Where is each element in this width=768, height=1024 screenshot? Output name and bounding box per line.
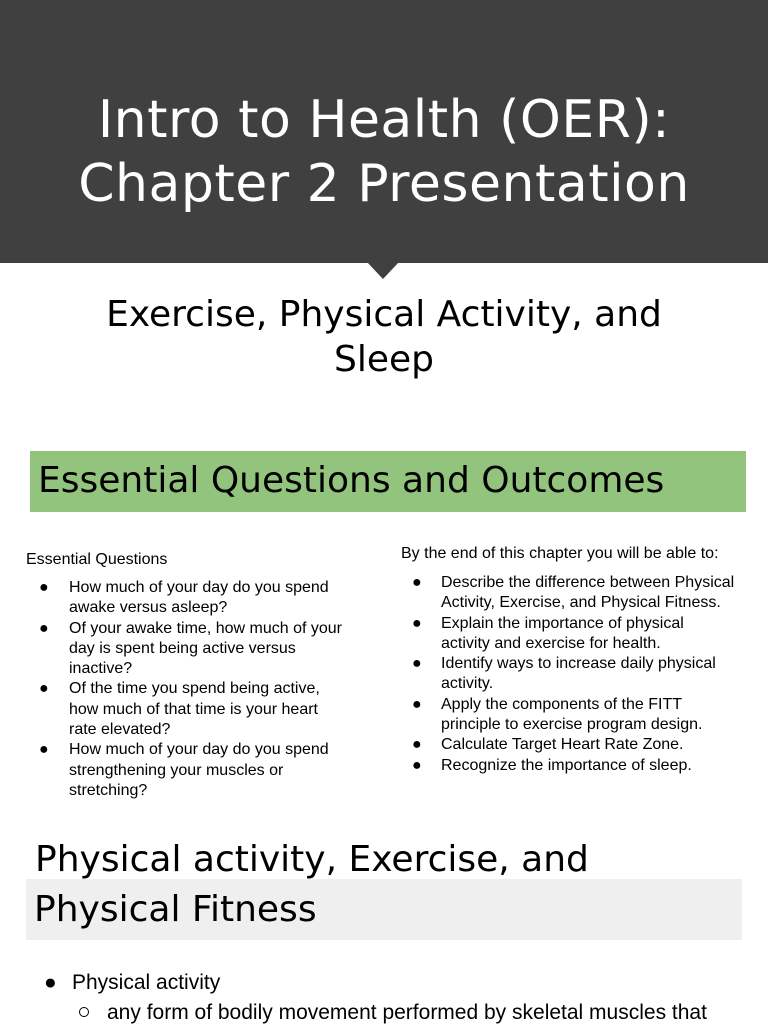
activity-bullet-physical-activity: Physical activity xyxy=(72,971,221,994)
presentation-title-line-1: Intro to Health (OER): xyxy=(97,90,671,150)
title-slide-header xyxy=(0,0,768,263)
activity-sub-bullet-definition: any form of bodily movement performed by skeletal muscles that xyxy=(107,1001,707,1024)
essential-question-item-line: awake versus asleep? xyxy=(69,599,228,617)
bullet-icon: ● xyxy=(412,574,422,591)
outcome-item xyxy=(412,614,753,655)
bullet-icon: ● xyxy=(39,680,49,698)
essentials-banner xyxy=(30,451,746,512)
essential-question-item-line: day is spent being active versus xyxy=(69,639,296,657)
outcome-item-line: activity and exercise for health. xyxy=(441,634,661,652)
outcome-item-line: activity. xyxy=(441,675,494,693)
outcome-item xyxy=(412,695,753,736)
essential-question-item-line: Of your awake time, how much of your xyxy=(69,619,342,637)
bullet-icon: ● xyxy=(39,741,49,759)
essentials-title: Essential Questions and Outcomes xyxy=(38,460,665,501)
essential-question-item-line: strengthening your muscles or xyxy=(69,761,284,779)
outcome-item xyxy=(412,654,753,695)
outcome-item-line: Describe the difference between Physical xyxy=(441,574,735,591)
bullet-icon: ● xyxy=(39,619,49,637)
presentation-title xyxy=(0,88,768,216)
presentation-subtitle xyxy=(40,292,728,382)
outcomes-list xyxy=(412,573,753,776)
essential-question-item xyxy=(39,619,354,680)
outcome-item-line: Identify ways to increase daily physical xyxy=(441,655,716,673)
essential-question-item-line: rate elevated? xyxy=(69,721,171,739)
outcome-item-line: Apply the components of the FITT xyxy=(441,695,683,713)
outcome-item-line: Calculate Target Heart Rate Zone. xyxy=(441,736,684,754)
bullet-icon: ● xyxy=(44,971,57,994)
essential-question-item-line: How much of your day do you spend xyxy=(69,579,329,596)
outcome-item-line: Activity, Exercise, and Physical Fitness. xyxy=(441,594,721,612)
essential-question-item-line: how much of that time is your heart xyxy=(69,700,318,718)
bullet-icon: ● xyxy=(412,614,422,632)
outcome-item-line: principle to exercise program design. xyxy=(441,716,703,734)
sub-bullet-ring-icon xyxy=(79,1007,89,1017)
presentation-subtitle-line-1: Exercise, Physical Activity, and xyxy=(106,294,662,335)
bullet-icon: ● xyxy=(39,579,49,596)
bullet-icon: ● xyxy=(412,695,422,713)
presentation-subtitle-line-2: Sleep xyxy=(333,339,434,380)
bullet-icon: ● xyxy=(412,736,422,754)
bullet-icon: ● xyxy=(412,756,422,774)
header-notch xyxy=(367,262,399,279)
essential-question-item xyxy=(39,578,354,619)
bullet-icon: ● xyxy=(412,655,422,673)
outcome-item xyxy=(412,573,753,614)
presentation-title-line-2: Chapter 2 Presentation xyxy=(78,154,690,214)
activity-title-overflow-line xyxy=(35,836,589,879)
outcome-item xyxy=(412,756,753,776)
activity-title-line-2: Physical Fitness xyxy=(34,889,317,930)
essential-questions-list xyxy=(39,578,354,801)
outcome-item xyxy=(412,735,753,755)
essential-question-item xyxy=(39,679,354,740)
essential-question-item-line: Of the time you spend being active, xyxy=(69,680,320,698)
activity-title-line-1: Physical activity, Exercise, and xyxy=(35,839,589,879)
essential-question-item-line: How much of your day do you spend xyxy=(69,741,329,759)
activity-title-band xyxy=(26,879,742,940)
outcomes-heading: By the end of this chapter you will be able to: xyxy=(401,545,719,562)
essential-questions-heading: Essential Questions xyxy=(26,551,168,568)
essential-question-item-line: stretching? xyxy=(69,781,148,799)
outcome-item-line: Explain the importance of physical xyxy=(441,614,684,632)
essential-question-item-line: inactive? xyxy=(69,660,133,678)
outcome-item-line: Recognize the importance of sleep. xyxy=(441,756,692,774)
essential-question-item xyxy=(39,740,354,801)
